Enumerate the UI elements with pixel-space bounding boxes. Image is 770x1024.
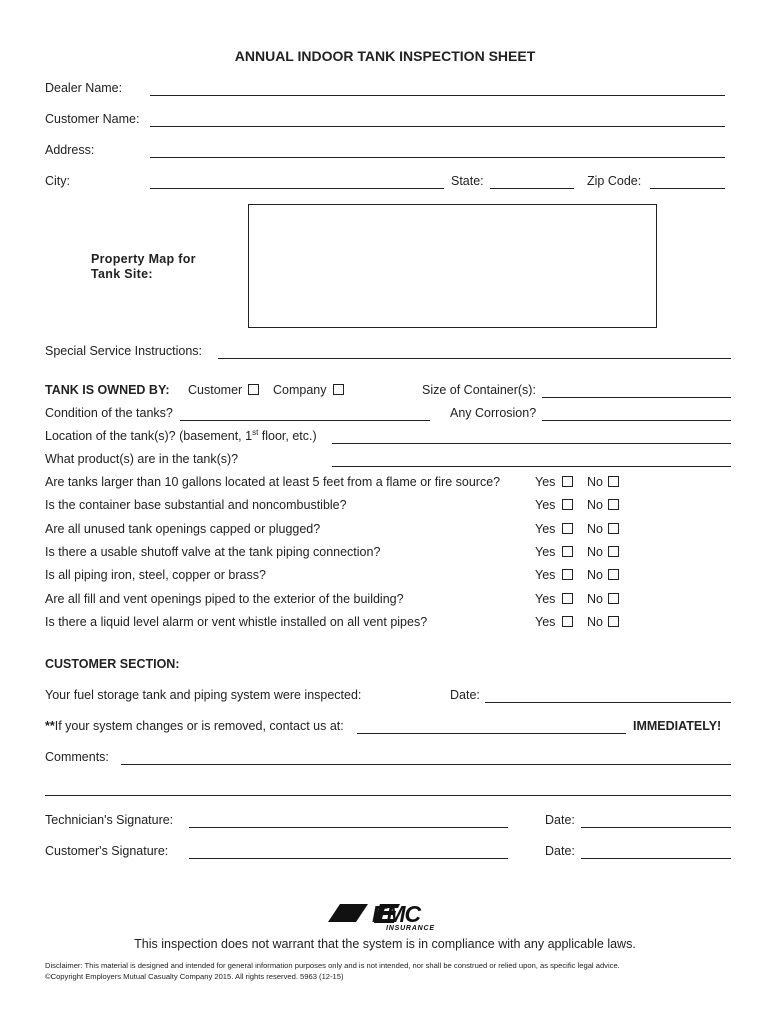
no-checkbox[interactable] — [608, 593, 619, 604]
no-label: No — [587, 475, 603, 489]
emc-logo-text: EMC — [372, 901, 421, 927]
corrosion-field[interactable] — [542, 420, 731, 421]
yes-checkbox[interactable] — [562, 546, 573, 557]
inspection-date-field[interactable] — [485, 702, 731, 703]
yes-checkbox[interactable] — [562, 593, 573, 604]
yes-label: Yes — [535, 475, 556, 489]
comments-label: Comments: — [45, 750, 109, 764]
location-label: Location of the tank(s)? (basement, 1st floor, etc.) — [45, 427, 317, 443]
customer-section-heading: CUSTOMER SECTION: — [45, 657, 180, 671]
yes-label: Yes — [535, 522, 556, 536]
yes-label: Yes — [535, 498, 556, 512]
tank-owned-by-label: TANK IS OWNED BY: — [45, 383, 170, 397]
yes-label: Yes — [535, 592, 556, 606]
customer-signature-label: Customer's Signature: — [45, 844, 169, 858]
dealer-name-field[interactable] — [150, 95, 725, 96]
tank-site-label: Tank Site: — [91, 267, 153, 281]
question-text: Are tanks larger than 10 gallons located at least 5 feet from a flame or fire source? — [45, 475, 501, 489]
address-label: Address: — [45, 143, 95, 157]
dealer-name-label: Dealer Name: — [45, 81, 123, 95]
yes-checkbox[interactable] — [562, 569, 573, 580]
container-size-field[interactable] — [542, 397, 731, 398]
compliance-notice: This inspection does not warrant that the system is in compliance with any applicable laws. — [134, 937, 636, 951]
customer-name-label: Customer Name: — [45, 112, 140, 126]
no-checkbox[interactable] — [608, 499, 619, 510]
property-map-label: Property Map for — [91, 252, 196, 266]
no-checkbox[interactable] — [608, 476, 619, 487]
technician-signature-field[interactable] — [189, 827, 508, 828]
yes-label: Yes — [535, 568, 556, 582]
customer-name-field[interactable] — [150, 126, 725, 127]
question-text: Are all unused tank openings capped or plugged? — [45, 522, 321, 536]
zip-code-label: Zip Code: — [587, 174, 642, 188]
yes-checkbox[interactable] — [562, 523, 573, 534]
owner-company-label: Company — [273, 383, 327, 397]
product-field[interactable] — [332, 466, 731, 467]
city-field[interactable] — [150, 188, 444, 189]
no-label: No — [587, 568, 603, 582]
condition-field[interactable] — [180, 420, 430, 421]
address-field[interactable] — [150, 157, 725, 158]
comments-field-line-2[interactable] — [45, 795, 731, 796]
question-text: Is there a liquid level alarm or vent whistle installed on all vent pipes? — [45, 615, 428, 629]
no-label: No — [587, 498, 603, 512]
state-label: State: — [451, 174, 484, 188]
yes-checkbox[interactable] — [562, 476, 573, 487]
emc-logo — [328, 902, 443, 936]
customer-date-label: Date: — [545, 844, 575, 858]
yes-label: Yes — [535, 545, 556, 559]
owner-company-checkbox[interactable] — [333, 384, 344, 395]
question-text: Is there a usable shutoff valve at the tank piping connection? — [45, 545, 381, 559]
no-checkbox[interactable] — [608, 569, 619, 580]
inspected-label: Your fuel storage tank and piping system were inspected: — [45, 688, 362, 702]
emc-logo-subtext: INSURANCE — [386, 925, 435, 932]
no-checkbox[interactable] — [608, 523, 619, 534]
condition-label: Condition of the tanks? — [45, 406, 173, 420]
location-field[interactable] — [332, 443, 731, 444]
owner-customer-label: Customer — [188, 383, 243, 397]
yes-label: Yes — [535, 615, 556, 629]
state-field[interactable] — [490, 188, 574, 189]
no-checkbox[interactable] — [608, 616, 619, 627]
no-label: No — [587, 615, 603, 629]
container-size-label: Size of Container(s): — [422, 383, 536, 397]
yes-checkbox[interactable] — [562, 616, 573, 627]
corrosion-label: Any Corrosion? — [450, 406, 537, 420]
special-instructions-field[interactable] — [218, 358, 731, 359]
special-instructions-label: Special Service Instructions: — [45, 344, 203, 358]
product-label: What product(s) are in the tank(s)? — [45, 452, 239, 466]
no-label: No — [587, 592, 603, 606]
customer-date-field[interactable] — [581, 858, 731, 859]
technician-date-field[interactable] — [581, 827, 731, 828]
immediately-label: IMMEDIATELY! — [633, 719, 722, 733]
page-title: ANNUAL INDOOR TANK INSPECTION SHEET — [234, 48, 536, 64]
zip-code-field[interactable] — [650, 188, 725, 189]
question-text: Is all piping iron, steel, copper or brass? — [45, 568, 266, 582]
contact-label: **If your system changes or is removed, contact us at: — [45, 719, 344, 733]
copyright-text: ©Copyright Employers Mutual Casualty Company 2015. All rights reserved. 5963 (12-15) — [45, 972, 344, 981]
inspection-date-label: Date: — [450, 688, 480, 702]
customer-signature-field[interactable] — [189, 858, 508, 859]
no-label: No — [587, 522, 603, 536]
yes-checkbox[interactable] — [562, 499, 573, 510]
question-text: Are all fill and vent openings piped to the exterior of the building? — [45, 592, 404, 606]
disclaimer-text: Disclaimer: This material is designed and intended for general information purposes only and is not intended, nor shall be construed or relied upon, as specific legal advice. — [45, 961, 620, 970]
technician-signature-label: Technician's Signature: — [45, 813, 174, 827]
question-text: Is the container base substantial and noncombustible? — [45, 498, 347, 512]
property-map-box[interactable] — [248, 204, 657, 328]
no-label: No — [587, 545, 603, 559]
owner-customer-checkbox[interactable] — [248, 384, 259, 395]
comments-field[interactable] — [121, 764, 731, 765]
contact-field[interactable] — [357, 733, 626, 734]
city-label: City: — [45, 174, 70, 188]
technician-date-label: Date: — [545, 813, 575, 827]
no-checkbox[interactable] — [608, 546, 619, 557]
